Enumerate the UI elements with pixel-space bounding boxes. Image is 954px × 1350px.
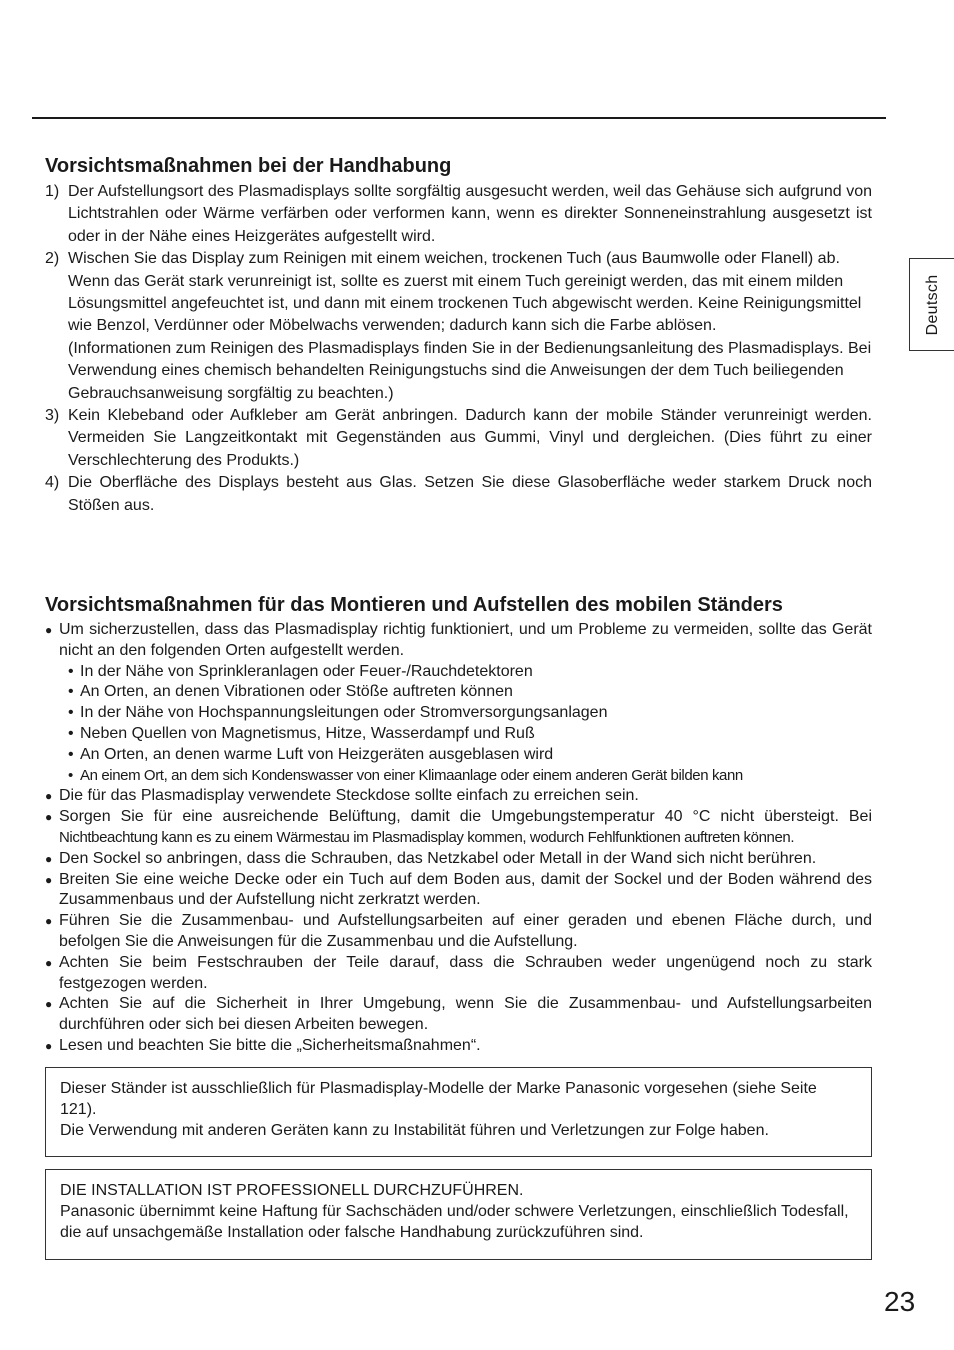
location-item xyxy=(68,662,872,683)
bullet-icon: ● xyxy=(45,851,53,866)
bullet-icon: ● xyxy=(45,997,53,1012)
bullet-icon: ● xyxy=(45,1038,53,1053)
handling-item xyxy=(45,472,872,517)
item-text: Achten Sie auf die Sicherheit in Ihrer Umgebung, wenn Sie die Zusammenbau- und Aufstellungsarbeiten durchführen oder sich bei diesen Arbeiten bewegen. xyxy=(59,995,872,1034)
item-text: Lesen und beachten Sie bitte die „Sicherheitsmaßnahmen“. xyxy=(59,1036,481,1054)
notice-text: Panasonic übernimmt keine Haftung für Sachschäden und/oder schwere Verletzungen, einschließlich Todesfall, die auf unsachgemäße Installation oder falsche Handhabung zurückzuführen sind. xyxy=(60,1203,849,1241)
list-item xyxy=(45,994,872,1036)
location-text: An Orten, an denen Vibrationen oder Stöße auftreten können xyxy=(80,683,513,701)
list-item xyxy=(45,870,872,912)
item-text: Führen Sie die Zusammenbau- und Aufstellungsarbeiten auf einer geraden und ebenen Fläche durch, und befolgen Sie die Anweisungen für die Zusammenbau und die Aufstellung. xyxy=(59,912,872,950)
bullet-icon: • xyxy=(68,704,74,722)
item-text: Die Oberfläche des Displays besteht aus Glas. Setzen Sie diese Glasoberfläche weder starkem Druck noch Stößen aus. xyxy=(68,474,872,514)
list-item xyxy=(45,786,872,807)
list-item xyxy=(45,807,872,849)
language-tab-label: Deutsch xyxy=(923,274,941,335)
item-text: Sorgen Sie für eine ausreichende Belüftung, damit die Umgebungstemperatur 40 °C nicht übersteigt. Bei xyxy=(59,808,872,826)
location-text: An Orten, an denen warme Luft von Heizgeräten ausgeblasen wird xyxy=(80,745,554,763)
bullet-icon: ● xyxy=(45,789,53,804)
bullet-icon: ● xyxy=(45,810,53,825)
item-text-continuation: Nichtbeachtung kann es zu einem Wärmestau im Plasmadisplay kommen, wodurch Fehlfunktionen auftreten können. xyxy=(59,828,795,846)
language-tab xyxy=(909,258,954,351)
mounting-list xyxy=(45,620,872,1057)
notice-text: Dieser Ständer ist ausschließlich für Plasmadisplay-Modelle der Marke Panasonic vorgesehen (siehe Seite 121). xyxy=(60,1080,817,1118)
section-title-mounting: Vorsichtsmaßnahmen für das Montieren und Aufstellen des mobilen Ständers xyxy=(45,594,783,616)
header-rule xyxy=(32,117,886,119)
item-text: Die für das Plasmadisplay verwendete Steckdose sollte einfach zu erreichen sein. xyxy=(59,787,639,805)
list-item xyxy=(45,849,872,870)
bullet-icon: • xyxy=(68,683,74,701)
notice-box-compatibility xyxy=(45,1067,872,1157)
location-text: In der Nähe von Hochspannungsleitungen oder Stromversorgungsanlagen xyxy=(80,704,608,722)
location-item xyxy=(68,745,872,766)
item-text: (Informationen zum Reinigen des Plasmadisplays finden Sie in der Bedienungsanleitung des Plasmadisplays. Bei Verwendung eines chemisch behandelten Reinigungstuchs sind die Anweisungen der dem Tuch beiliegenden Gebrauchsanweisung sorgfältig zu beachten.) xyxy=(68,339,872,402)
location-list xyxy=(59,662,872,787)
item-text: Um sicherzustellen, dass das Plasmadisplay richtig funktioniert, und um Probleme zu vermeiden, sollte das Gerät nicht an den folgenden Orten aufgestellt werden. xyxy=(59,621,872,659)
list-item xyxy=(45,953,872,995)
location-item xyxy=(68,682,872,703)
item-text: Achten Sie beim Festschrauben der Teile darauf, dass die Schrauben weder ungenügend noch zu stark festgezogen werden. xyxy=(59,953,872,992)
item-text: Wischen Sie das Display zum Reinigen mit einem weichen, trockenen Tuch (aus Baumwolle oder Flanell) ab. Wenn das Gerät stark verunreinigt ist, sollte es zuerst mit einem Tuch gereinigt werden, das mit einem milden Lösungsmittel angefeuchtet ist, und dann mit einem trockenen Tuch abgewischt werden. Keine Reinigungsmittel wie Benzol, Verdünner oder Möbelwachs verwenden; dadurch kann sich die Farbe ablösen. xyxy=(68,250,862,335)
notice-text: Die Verwendung mit anderen Geräten kann zu Instabilität führen und Verletzungen zur Folge haben. xyxy=(60,1122,769,1139)
list-item xyxy=(45,1036,872,1057)
bullet-icon: ● xyxy=(45,955,53,970)
item-text: Der Aufstellungsort des Plasmadisplays sollte sorgfältig ausgesucht werden, weil das Gehäuse sich aufgrund von Lichtstrahlen oder Wärme verfärben oder verformen kann, wenn es direkter Sonneneinstrahlung ausgesetzt ist oder in der Nähe eines Heizgerätes aufgestellt wird. xyxy=(68,183,872,245)
handling-item xyxy=(45,405,872,472)
location-item xyxy=(68,703,872,724)
location-item xyxy=(68,724,872,745)
handling-item xyxy=(45,181,872,248)
item-text: Kein Klebeband oder Aufkleber am Gerät anbringen. Dadurch kann der mobile Ständer verunreinigt werden. Vermeiden Sie Langzeitkontakt mit Gegenständen aus Gummi, Vinyl und dergleichen. (Dies führt zu einer Verschlechterung des Produkts.) xyxy=(68,407,872,469)
item-number: 4) xyxy=(45,474,60,492)
bullet-icon: • xyxy=(68,745,74,763)
location-text: An einem Ort, an dem sich Kondenswasser von einer Klimaanlage oder einem anderen Gerät bilden kann xyxy=(80,766,743,784)
bullet-icon: ● xyxy=(45,914,53,929)
bullet-icon: • xyxy=(68,766,73,784)
bullet-icon: • xyxy=(68,724,74,742)
page-number: 23 xyxy=(884,1286,916,1317)
item-number: 3) xyxy=(45,407,60,425)
list-item xyxy=(45,911,872,953)
handling-item xyxy=(45,248,872,405)
location-text: Neben Quellen von Magnetismus, Hitze, Wasserdampf und Ruß xyxy=(80,724,535,742)
bullet-icon: ● xyxy=(45,623,53,637)
item-text: Breiten Sie eine weiche Decke oder ein Tuch auf dem Boden aus, damit der Sockel und der Boden während des Zusammenbaus und der Aufstellung nicht zerkratzt werden. xyxy=(59,870,872,909)
location-item xyxy=(68,766,872,787)
bullet-icon: ● xyxy=(45,872,53,887)
notice-text: DIE INSTALLATION IST PROFESSIONELL DURCHZUFÜHREN. xyxy=(60,1182,524,1199)
item-number: 1) xyxy=(45,183,60,200)
section-title-handling: Vorsichtsmaßnahmen bei der Handhabung xyxy=(45,155,452,177)
notice-box-installation xyxy=(45,1169,872,1260)
item-text: Den Sockel so anbringen, dass die Schrauben, das Netzkabel oder Metall in der Wand sich nicht berühren. xyxy=(59,849,817,867)
bullet-icon: • xyxy=(68,662,74,680)
handling-list xyxy=(45,181,872,517)
item-number: 2) xyxy=(45,250,60,268)
list-item xyxy=(45,620,872,786)
location-text: In der Nähe von Sprinkleranlagen oder Feuer-/Rauchdetektoren xyxy=(80,662,533,680)
